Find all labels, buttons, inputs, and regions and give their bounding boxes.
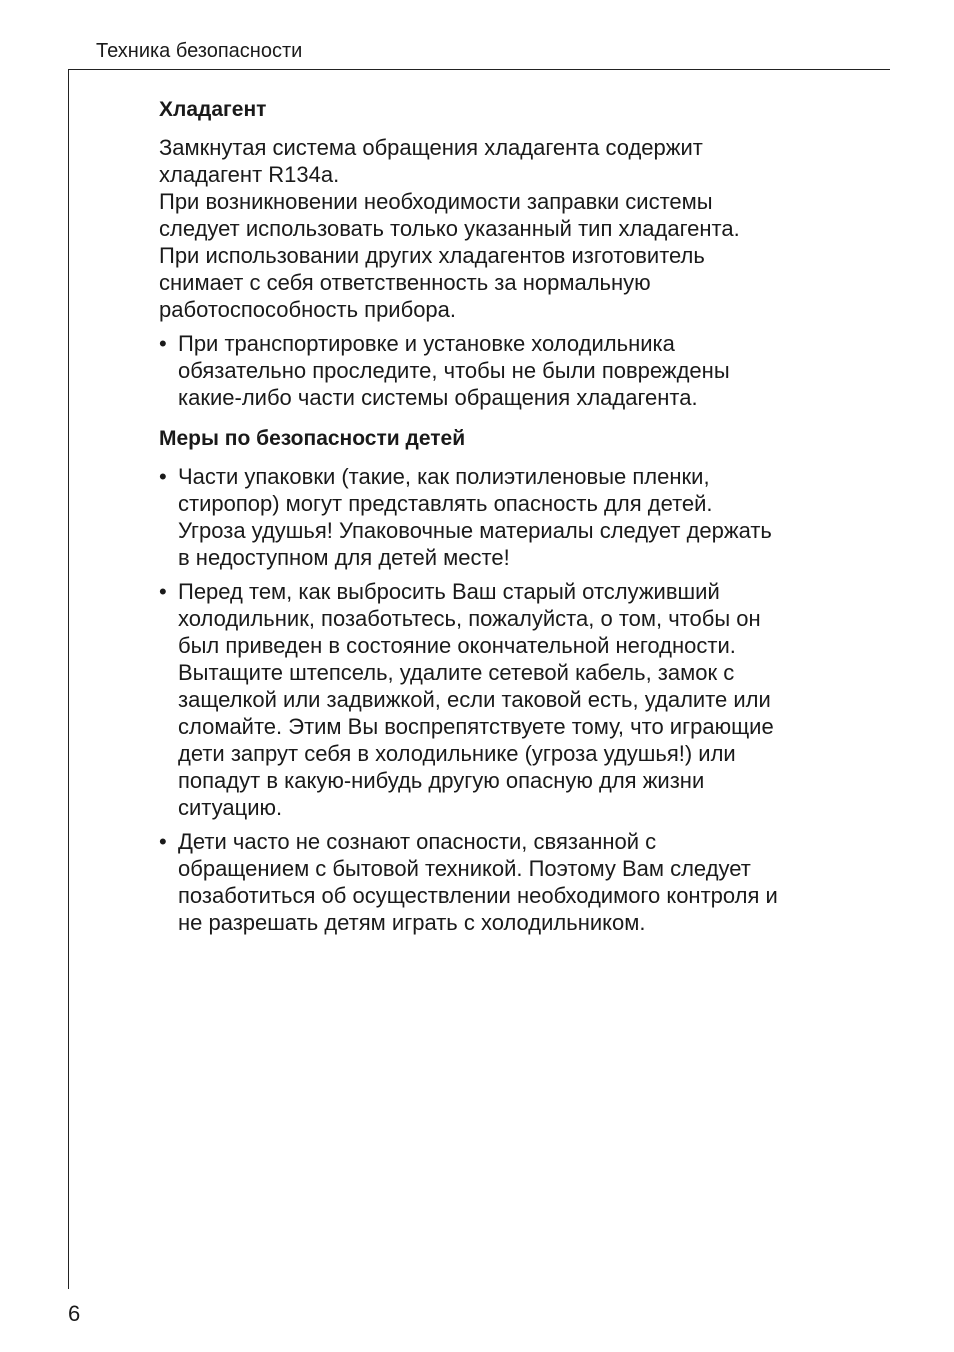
text-line: какие-либо части системы обращения хладагента. — [178, 385, 698, 410]
bullet-icon: • — [159, 464, 167, 489]
text-line: обращением с бытовой техникой. Поэтому Вам следует — [178, 856, 751, 881]
text-line: стиропор) могут представлять опасность для детей. — [178, 491, 713, 516]
heading-child-safety: Меры по безопасности детей — [159, 427, 466, 450]
heading-refrigerant: Хладагент — [159, 98, 267, 121]
text-line: Дети часто не сознают опасности, связанной с — [178, 829, 657, 854]
text-line: ситуацию. — [178, 795, 283, 820]
bullet-icon: • — [159, 579, 167, 604]
text-line: холодильник, позаботьтесь, пожалуйста, о том, чтобы он — [178, 606, 761, 631]
text-line: Перед тем, как выбросить Ваш старый отслуживший — [178, 579, 720, 604]
child-safety-bullet-list — [159, 463, 879, 936]
text-line: Части упаковки (такие, как полиэтиленовые пленки, — [178, 464, 710, 489]
text-line: дети запрут себя в холодильнике (угроза удушья!) или — [178, 741, 736, 766]
list-item — [159, 330, 879, 411]
text-line: При использовании других хладагентов изготовитель — [159, 243, 705, 268]
text-line: Замкнутая система обращения хладагента содержит — [159, 135, 703, 160]
text-line: не разрешать детям играть с холодильником. — [178, 910, 646, 935]
text-line: защелкой или задвижкой, если таковой есть, удалите или — [178, 687, 771, 712]
text-line: работоспособность прибора. — [159, 297, 457, 322]
text-line: хладагент R134a. — [159, 162, 340, 187]
bullet-icon: • — [159, 829, 167, 854]
text-line: При возникновении необходимости заправки системы — [159, 189, 713, 214]
margin-rule — [68, 69, 69, 1289]
text-line: попадут в какую-нибудь другую опасную для жизни — [178, 768, 705, 793]
text-line: Угроза удушья! Упаковочные материалы следует держать — [178, 518, 772, 543]
text-line: позаботиться об осуществлении необходимого контроля и — [178, 883, 778, 908]
list-item — [159, 828, 879, 936]
page-number: 6 — [68, 1301, 81, 1326]
list-item — [159, 578, 879, 821]
header-rule — [68, 69, 890, 70]
text-line: сломайте. Этим Вы воспрепятствуете тому, что играющие — [178, 714, 774, 739]
text-line: в недоступном для детей месте! — [178, 545, 510, 570]
refrigerant-paragraph — [159, 134, 879, 323]
text-line: следует использовать только указанный тип хладагента. — [159, 216, 740, 241]
text-line: При транспортировке и установке холодильника — [178, 331, 675, 356]
text-line: Вытащите штепсель, удалите сетевой кабель, замок с — [178, 660, 735, 685]
bullet-icon: • — [159, 331, 167, 356]
page-content — [159, 96, 879, 936]
list-item — [159, 463, 879, 571]
text-line: снимает с себя ответственность за нормальную — [159, 270, 651, 295]
refrigerant-bullet-list — [159, 330, 879, 411]
running-header-title: Техника безопасности — [96, 40, 303, 62]
text-line: обязательно проследите, чтобы не были повреждены — [178, 358, 730, 383]
text-line: был приведен в состояние окончательной негодности. — [178, 633, 736, 658]
